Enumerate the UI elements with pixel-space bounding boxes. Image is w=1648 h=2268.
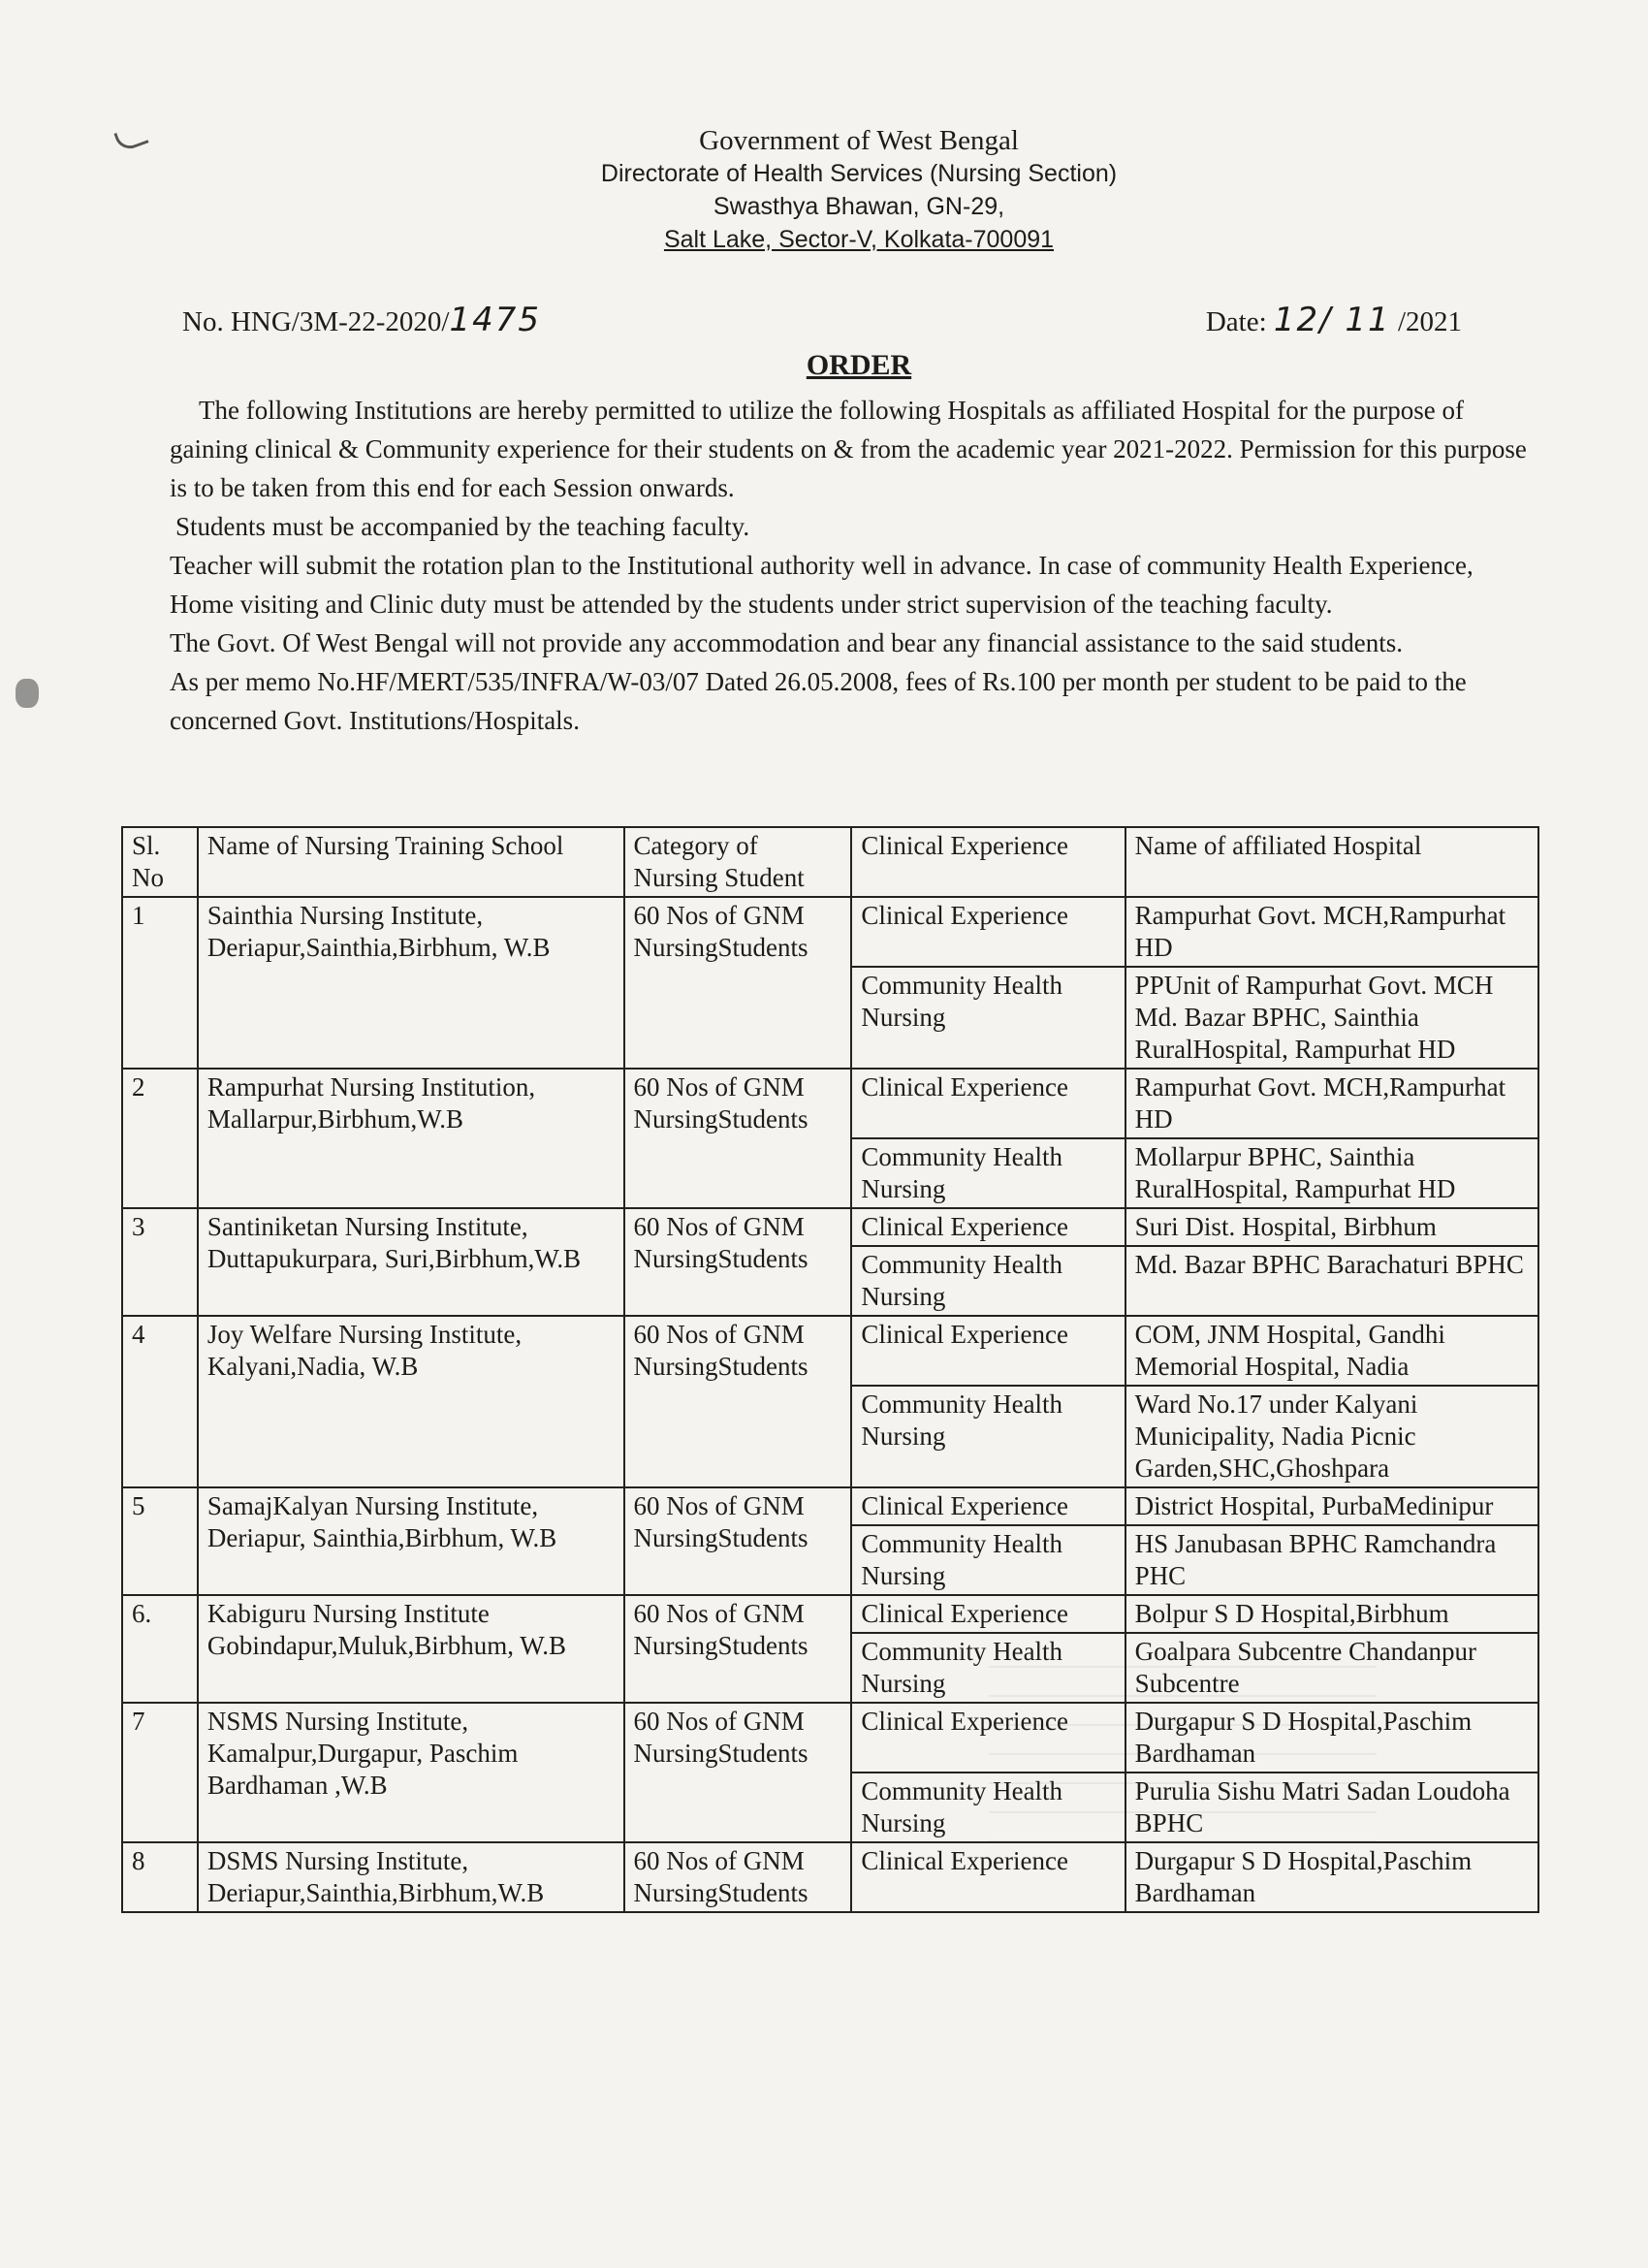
row-category: 60 Nos of GNM NursingStudents	[624, 1069, 852, 1208]
row-school: Joy Welfare Nursing Institute, Kalyani,Nadia, W.B	[198, 1316, 624, 1487]
memo-date: Date: 12/ 11 /2021	[1205, 301, 1462, 339]
row-experience-type: Clinical Experience	[851, 1703, 1125, 1773]
affiliation-table	[121, 826, 1539, 1913]
row-hospital: Mollarpur BPHC, Sainthia RuralHospital, Rampurhat HD	[1125, 1138, 1538, 1208]
row-school: Santiniketan Nursing Institute, Duttapukurpara, Suri,Birbhum,W.B	[198, 1208, 624, 1316]
row-hospital: HS Janubasan BPHC Ramchandra PHC	[1125, 1525, 1538, 1595]
table-header-row	[122, 827, 1538, 897]
row-sl: 2	[122, 1069, 198, 1208]
header-hospital: Name of affiliated Hospital	[1125, 827, 1538, 897]
ink-blot	[16, 679, 39, 708]
table-row	[122, 1208, 1538, 1246]
row-category: 60 Nos of GNM NursingStudents	[624, 897, 852, 1069]
row-hospital: Md. Bazar BPHC Barachaturi BPHC	[1125, 1246, 1538, 1316]
table-row	[122, 1595, 1538, 1633]
table-row	[122, 1069, 1538, 1138]
table-row	[122, 1316, 1538, 1386]
row-hospital: Goalpara Subcentre Chandanpur Subcentre	[1125, 1633, 1538, 1703]
row-sl: 3	[122, 1208, 198, 1316]
row-hospital: Purulia Sishu Matri Sadan Loudoha BPHC	[1125, 1773, 1538, 1842]
row-category: 60 Nos of GNM NursingStudents	[624, 1595, 852, 1703]
address-line-2: Salt Lake, Sector-V, Kolkata-700091	[663, 226, 1055, 253]
row-sl: 6.	[122, 1595, 198, 1703]
row-experience-type: Clinical Experience	[851, 897, 1125, 967]
table-body	[122, 897, 1538, 1912]
paragraph-fees: As per memo No.HF/MERT/535/INFRA/W-03/07 Dated 26.05.2008, fees of Rs.100 per month per student to be paid to the concerned Govt. Institutions/Hospitals.	[170, 667, 1467, 735]
row-school: SamajKalyan Nursing Institute, Deriapur, Sainthia,Birbhum, W.B	[198, 1487, 624, 1595]
memo-number: No. HNG/3M-22-2020/1475	[182, 301, 542, 339]
row-sl: 4	[122, 1316, 198, 1487]
header-school: Name of Nursing Training School	[198, 827, 624, 897]
row-sl: 1	[122, 897, 198, 1069]
row-sl: 5	[122, 1487, 198, 1595]
govt-name: Government of West Bengal	[699, 125, 1019, 156]
row-school: NSMS Nursing Institute, Kamalpur,Durgapur, Paschim Bardhaman ,W.B	[198, 1703, 624, 1842]
row-experience-type: Community Health Nursing	[851, 1246, 1125, 1316]
row-experience-type: Community Health Nursing	[851, 1138, 1125, 1208]
row-sl: 8	[122, 1842, 198, 1912]
row-school: Kabiguru Nursing Institute Gobindapur,Muluk,Birbhum, W.B	[198, 1595, 624, 1703]
row-hospital: Rampurhat Govt. MCH,Rampurhat HD	[1125, 897, 1538, 967]
header-sl: Sl. No	[122, 827, 198, 897]
paragraph-faculty: Students must be accompanied by the teaching faculty.	[175, 512, 750, 541]
row-experience-type: Clinical Experience	[851, 1842, 1125, 1912]
handwritten-number: 1475	[449, 301, 542, 339]
table-row	[122, 1703, 1538, 1773]
row-category: 60 Nos of GNM NursingStudents	[624, 1208, 852, 1316]
row-experience-type: Community Health Nursing	[851, 1773, 1125, 1842]
row-category: 60 Nos of GNM NursingStudents	[624, 1316, 852, 1487]
row-sl: 7	[122, 1703, 198, 1842]
order-title: ORDER	[806, 349, 912, 381]
table-row	[122, 897, 1538, 967]
row-hospital: Suri Dist. Hospital, Birbhum	[1125, 1208, 1538, 1246]
row-experience-type: Clinical Experience	[851, 1316, 1125, 1386]
row-category: 60 Nos of GNM NursingStudents	[624, 1487, 852, 1595]
row-hospital: Rampurhat Govt. MCH,Rampurhat HD	[1125, 1069, 1538, 1138]
table-row	[122, 1487, 1538, 1525]
header-category: Category of Nursing Student	[624, 827, 852, 897]
row-experience-type: Community Health Nursing	[851, 1386, 1125, 1487]
row-school: Sainthia Nursing Institute, Deriapur,Sainthia,Birbhum, W.B	[198, 897, 624, 1069]
row-experience-type: Community Health Nursing	[851, 1633, 1125, 1703]
row-experience-type: Clinical Experience	[851, 1595, 1125, 1633]
row-school: DSMS Nursing Institute, Deriapur,Sainthia,Birbhum,W.B	[198, 1842, 624, 1912]
paragraph-permission: The following Institutions are hereby permitted to utilize the following Hospitals as affiliated Hospital for the purpose of gaining clinical & Community experience for their students on & from the academic year 2021-2022. Permission for this purpose is to be taken from this end for each Session onwards.	[170, 396, 1527, 502]
row-hospital: District Hospital, PurbaMedinipur	[1125, 1487, 1538, 1525]
row-category: 60 Nos of GNM NursingStudents	[624, 1703, 852, 1842]
address-line-1: Swasthya Bhawan, GN-29,	[713, 193, 1005, 220]
table-row	[122, 1842, 1538, 1912]
row-hospital: Durgapur S D Hospital,Paschim Bardhaman	[1125, 1842, 1538, 1912]
row-hospital: PPUnit of Rampurhat Govt. MCH Md. Bazar BPHC, Sainthia RuralHospital, Rampurhat HD	[1125, 967, 1538, 1069]
header-experience: Clinical Experience	[851, 827, 1125, 897]
paragraph-accommodation: The Govt. Of West Bengal will not provide any accommodation and bear any financial assistance to the said students.	[170, 628, 1403, 657]
handwritten-date: 12/ 11	[1273, 301, 1391, 339]
directorate-name: Directorate of Health Services (Nursing Section)	[600, 160, 1118, 187]
row-school: Rampurhat Nursing Institution, Mallarpur,Birbhum,W.B	[198, 1069, 624, 1208]
paragraph-rotation: Teacher will submit the rotation plan to the Institutional authority well in advance. In case of community Health Experience, Home visiting and Clinic duty must be attended by the students under strict supervision of the teaching faculty.	[170, 551, 1474, 619]
row-experience-type: Clinical Experience	[851, 1208, 1125, 1246]
row-hospital: Durgapur S D Hospital,Paschim Bardhaman	[1125, 1703, 1538, 1773]
row-experience-type: Community Health Nursing	[851, 967, 1125, 1069]
row-hospital: COM, JNM Hospital, Gandhi Memorial Hospital, Nadia	[1125, 1316, 1538, 1386]
row-category: 60 Nos of GNM NursingStudents	[624, 1842, 852, 1912]
row-hospital: Ward No.17 under Kalyani Municipality, Nadia Picnic Garden,SHC,Ghoshpara	[1125, 1386, 1538, 1487]
row-experience-type: Clinical Experience	[851, 1487, 1125, 1525]
row-experience-type: Community Health Nursing	[851, 1525, 1125, 1595]
order-body	[170, 391, 1527, 740]
letterhead	[0, 124, 1648, 256]
row-hospital: Bolpur S D Hospital,Birbhum	[1125, 1595, 1538, 1633]
row-experience-type: Clinical Experience	[851, 1069, 1125, 1138]
